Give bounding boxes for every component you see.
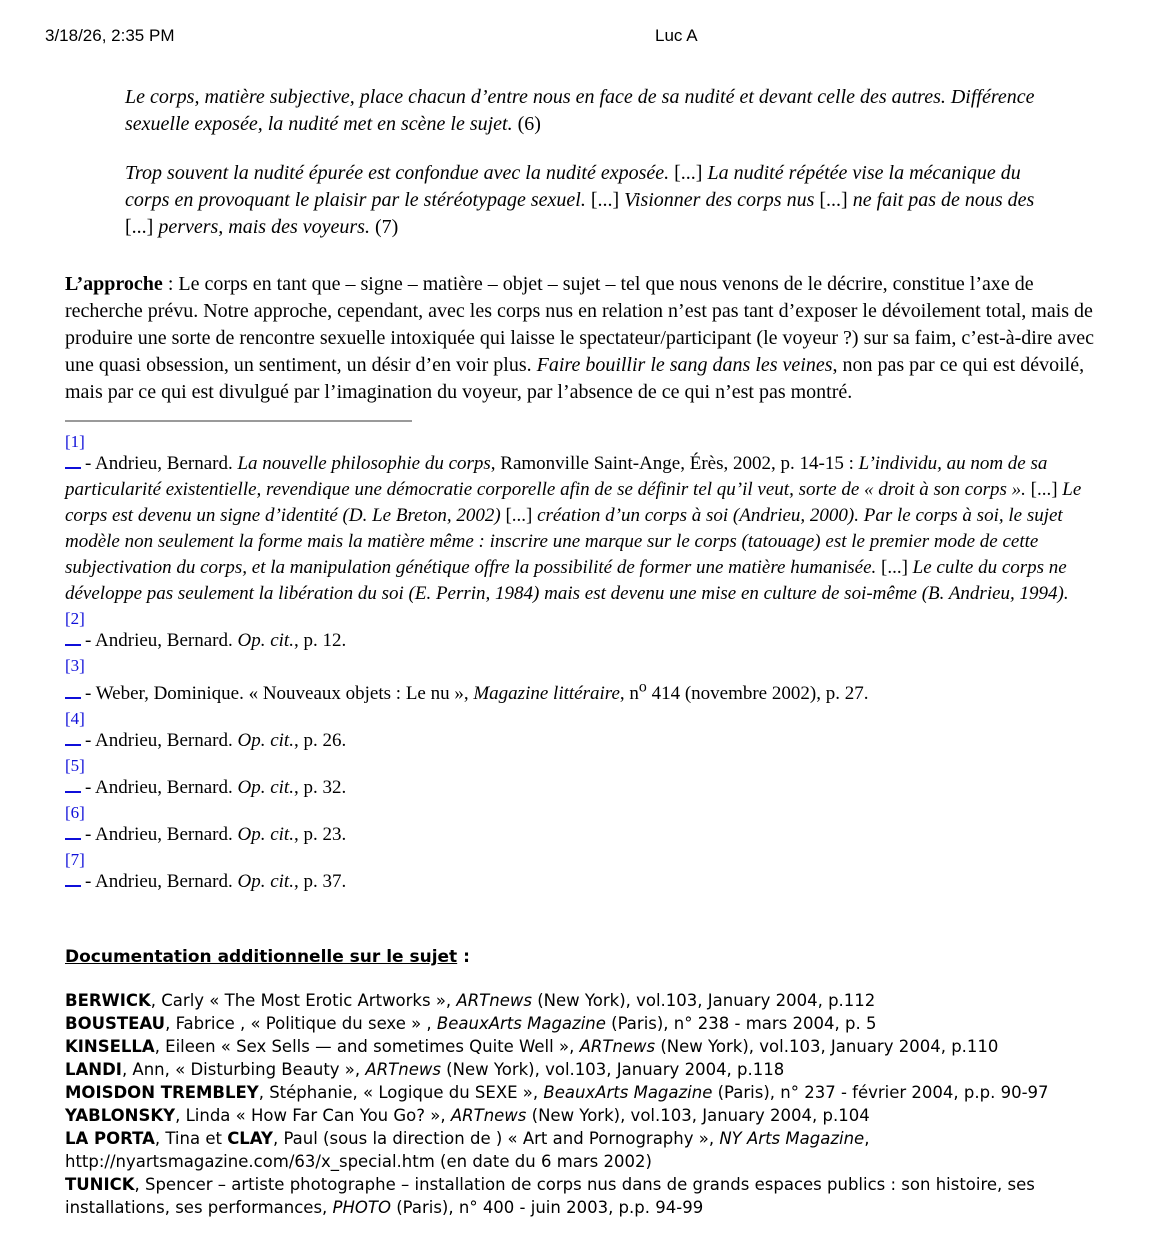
footnote-separator-rule [65, 420, 412, 422]
header-datetime: 3/18/26, 2:35 PM [45, 26, 175, 45]
footnote-anchor-3[interactable]: [3] [65, 656, 85, 675]
footnote-anchor-1-underline[interactable] [65, 454, 81, 469]
footnote-3-text [65, 675, 1101, 707]
footnote-4 [65, 709, 1101, 754]
footnote-7-citation: - Andrieu, Bernard. Op. cit., p. 37. [85, 871, 347, 893]
footnote-2-text [65, 628, 1101, 654]
footnote-anchor-6-underline[interactable] [65, 825, 81, 840]
footnote-2-citation: - Andrieu, Bernard. Op. cit., p. 12. [85, 630, 347, 651]
documentation-heading-text: Documentation additionnelle sur le sujet [65, 947, 458, 968]
approach-paragraph: L’approche : Le corps en tant que – signe – matière – objet – sujet – tel que nous venons de le décrire, constitue l’axe de recherche prévu. Notre approche, cependant, avec les corps nus en relation n’est pas tant d’exposer le dévoilement total, mais de produire une sorte de rencontre sexuelle intoxiquée qui laisse le spectateur/participant (le voyeur ?) sur sa faim, c’est-à-dire avec une quasi obsession, un sentiment, un désir d’en voir plus. Faire bouillir le sang dans les veines, non pas par ce qui est dévoilé, mais par ce qui est divulgué par l’imagination du voyeur, par l’absence de ce qui n’est pas montré. [65, 273, 1095, 403]
footnote-5-text [65, 775, 1101, 801]
header-title: Luc A [655, 26, 698, 45]
footnote-anchor-5[interactable]: [5] [65, 756, 85, 776]
quote-paragraph-2: Trop souvent la nudité épurée est confondue avec la nudité exposée. [...] La nudité répétée vise la mécanique du corps en provoquant le plaisir par le stéréotypage sexuel. [...] Visionner des corps nus [...] ne fait pas de nous des [...] pervers, mais des voyeurs. (7) [125, 162, 1035, 238]
page-header [45, 26, 1101, 48]
footnote-anchor-7[interactable]: [7] [65, 850, 85, 870]
footnote-1-text [65, 451, 1101, 607]
bibliography-entry-bousteau: BOUSTEAU, Fabrice , « Politique du sexe » , BeauxArts Magazine (Paris), n° 238 - mars 2004, p. 5 [65, 1014, 877, 1034]
bibliography-entry-yablonsky: YABLONSKY, Linda « How Far Can You Go? », ARTnews (New York), vol.103, January 2004, p.104 [65, 1106, 870, 1126]
footnote-4-text [65, 728, 1101, 754]
footnote-7-text [65, 869, 1101, 895]
footnote-6-citation: - Andrieu, Bernard. Op. cit., p. 23. [85, 824, 347, 846]
bibliography-entry-kinsella: KINSELLA, Eileen « Sex Sells — and sometimes Quite Well », ARTnews (New York), vol.103, January 2004, p.110 [65, 1037, 999, 1057]
footnote-anchor-2[interactable]: [2] [65, 609, 85, 628]
bibliography-entry-moisdon-trembley: MOISDON TREMBLEY, Stéphanie, « Logique du SEXE », BeauxArts Magazine (Paris), n° 237 - février 2004, p.p. 90-97 [65, 1083, 1049, 1103]
bibliography-entry-berwick: BERWICK, Carly « The Most Erotic Artworks », ARTnews (New York), vol.103, January 2004, p.112 [65, 991, 876, 1011]
documentation-heading [65, 947, 1101, 967]
footnote-5-citation: - Andrieu, Bernard. Op. cit., p. 32. [85, 777, 347, 799]
footnote-6-text [65, 822, 1101, 848]
bibliography-entry-landi: LANDI, Ann, « Disturbing Beauty », ARTnews (New York), vol.103, January 2004, p.118 [65, 1060, 785, 1080]
footnote-anchor-4-underline[interactable] [65, 731, 81, 746]
footnote-anchor-2-underline[interactable] [65, 631, 81, 646]
footnote-3-citation: - Weber, Dominique. « Nouveaux objets : Le nu », Magazine littéraire, $n^o$ 414 (novembre 2002), p. 27. [85, 679, 869, 705]
footnote-1-citation: - Andrieu, Bernard. La nouvelle philosophie du corps, Ramonville Saint-Ange, Érès, 2002, p. 14-15 : L’individu, au nom de sa particularité existentielle, revendique une démocratie corporelle afin de se définir tel qu’il veut, sorte de « droit à son corps ». [...] Le corps est devenu un signe d’identité (D. Le Breton, 2002) [...] création d’un corps à soi (Andrieu, 2000). Par le corps à soi, le sujet modèle non seulement la forme mais la matière même : inscrire une marque sur le corps (tatouage) est le premier mode de cette subjectivation du corps, et la manipulation génétique offre la possibilité de former une matière humanisée. [...] Le culte du corps ne développe pas seulement la libération du soi (E. Perrin, 1984) mais est devenu une mise en culture de soi-même (B. Andrieu, 1994). [65, 453, 1082, 604]
bibliography-list [65, 989, 1101, 1219]
documentation-section [65, 947, 1101, 1219]
documentation-heading-colon: : [457, 947, 470, 968]
footnote-7 [65, 850, 1101, 895]
footnote-anchor-4[interactable]: [4] [65, 709, 85, 729]
footnote-3 [65, 656, 1101, 707]
footnote-anchor-7-underline[interactable] [65, 872, 81, 887]
footnote-5 [65, 756, 1101, 801]
footnote-anchor-3-underline[interactable] [65, 684, 81, 699]
footnote-anchor-1[interactable]: [1] [65, 432, 85, 451]
quote-paragraph-1: Le corps, matière subjective, place chacun d’entre nous en face de sa nudité et devant celle des autres. Différence sexuelle exposée, la nudité met en scène le sujet. (6) [125, 86, 1035, 135]
footnote-4-citation: - Andrieu, Bernard. Op. cit., p. 26. [85, 730, 347, 752]
bibliography-entry-tunick: TUNICK, Spencer – artiste photographe – installation de corps nus dans de grands espaces publics : son histoire, ses installations, ses performances, PHOTO (Paris), n° 400 - juin 2003, p.p. 94-99 [65, 1175, 1035, 1218]
footnote-anchor-5-underline[interactable] [65, 778, 81, 793]
footnote-anchor-6[interactable]: [6] [65, 803, 85, 823]
footnote-6 [65, 803, 1101, 848]
footnote-2 [65, 609, 1101, 654]
bibliography-entry-la-porta-clay: LA PORTA, Tina et CLAY, Paul (sous la direction de ) « Art and Pornography », NY Arts Magazine, http://nyartsmagazine.com/63/x_special.htm (en date du 6 mars 2002) [65, 1129, 870, 1172]
footnotes-section [65, 432, 1101, 895]
footnote-1 [65, 432, 1101, 607]
